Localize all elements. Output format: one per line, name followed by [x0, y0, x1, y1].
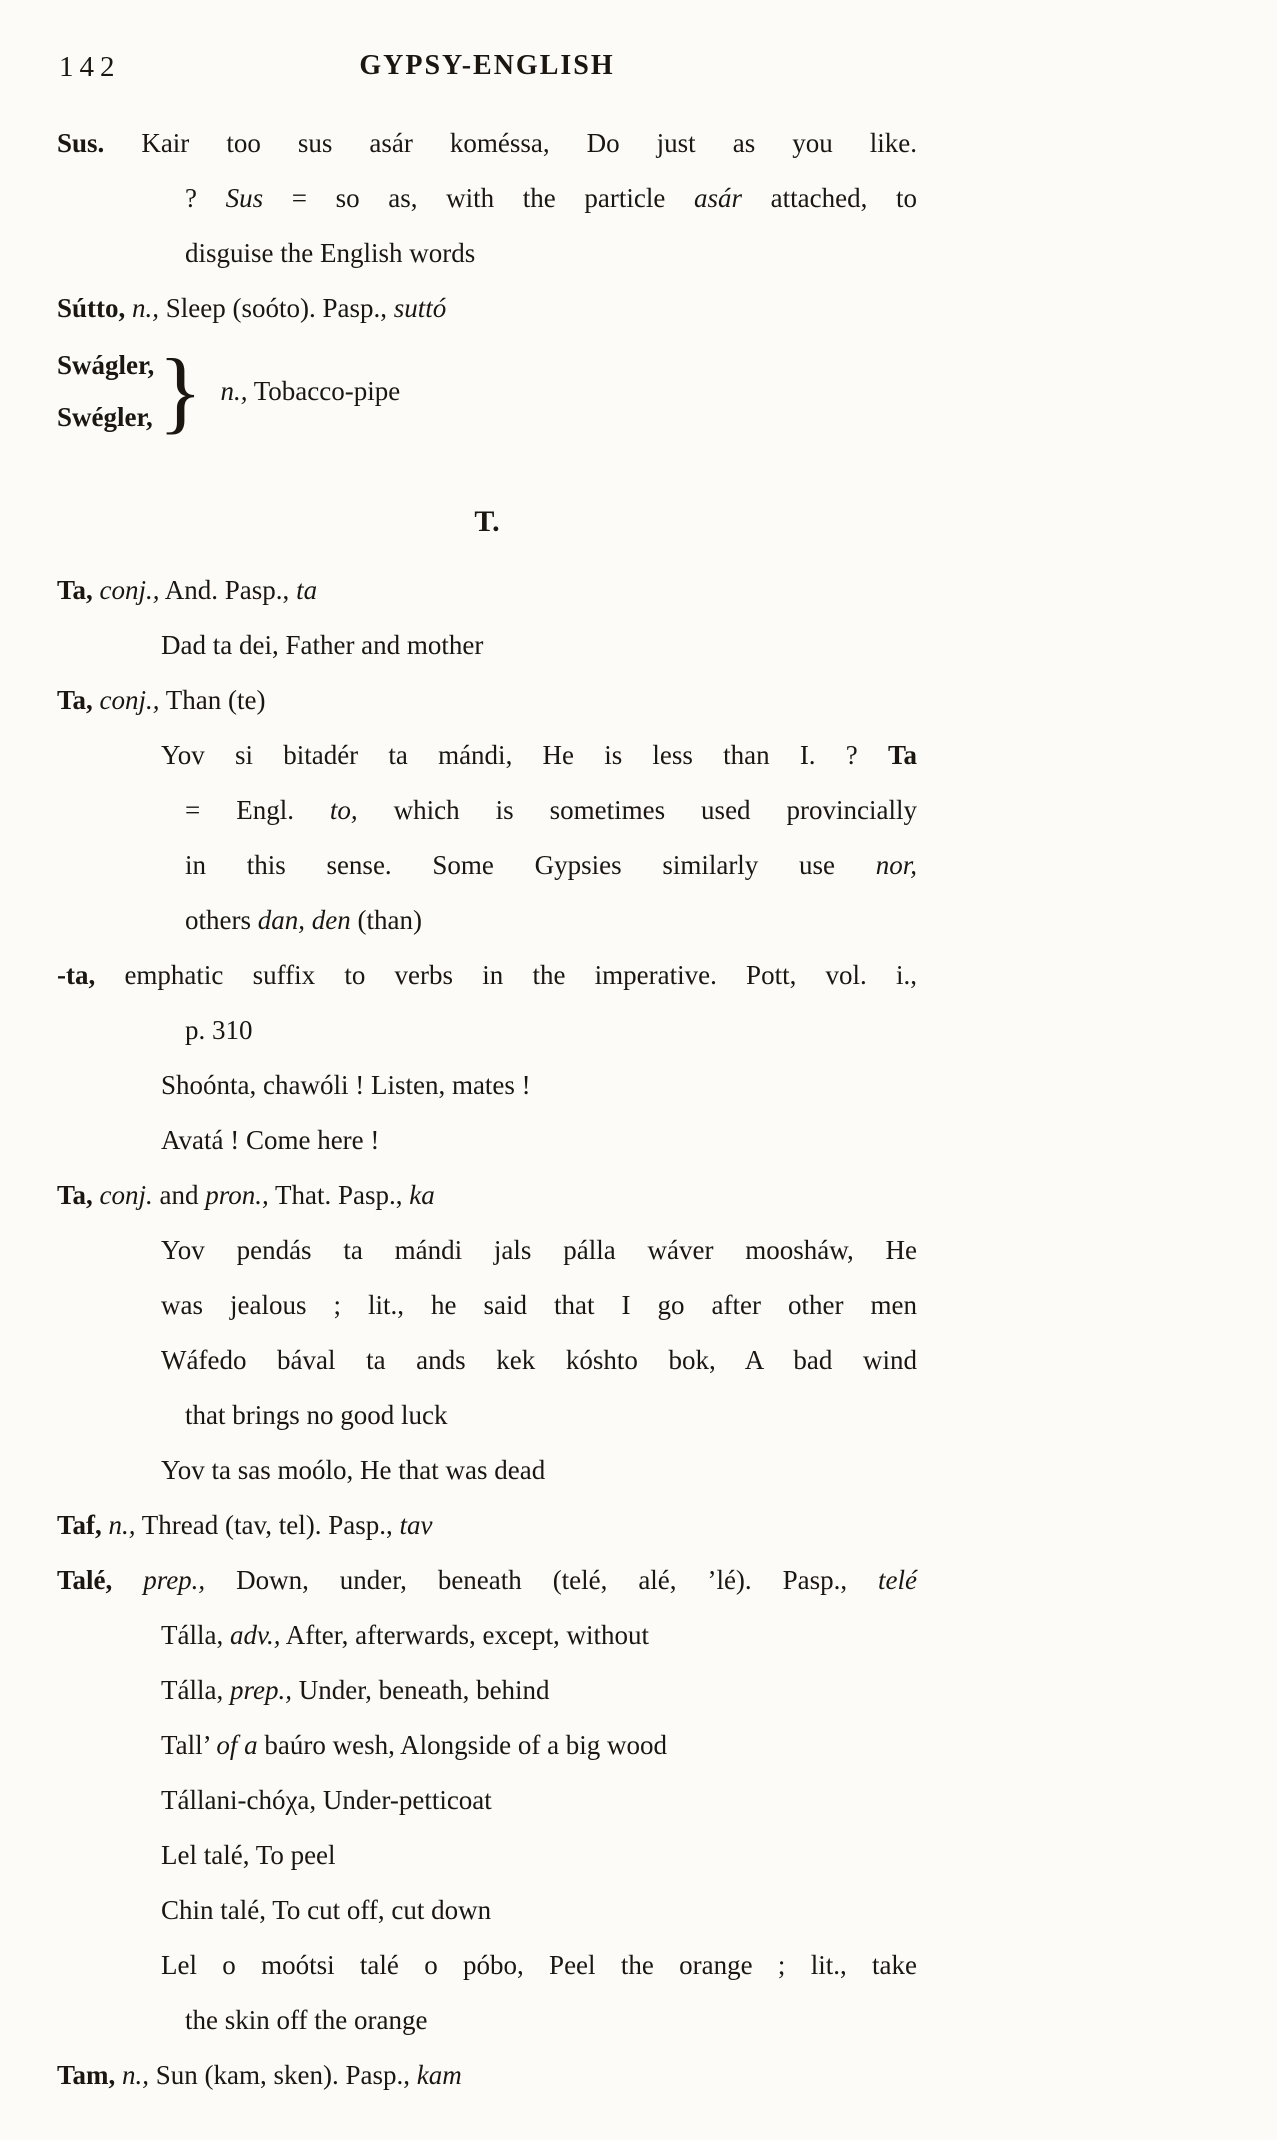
- text-segment: (than): [350, 905, 422, 935]
- text-segment: Tállani-chóχa, Under-petticoat: [161, 1785, 492, 1815]
- text-segment: Tobacco-pipe: [247, 375, 401, 406]
- text-line: [57, 1498, 917, 1553]
- brace-headwords: [57, 339, 154, 443]
- text-segment: others: [185, 905, 258, 935]
- text-line: [57, 1608, 917, 1663]
- text-line: [57, 1333, 917, 1388]
- text-segment: Tálla,: [161, 1620, 230, 1650]
- text-segment: = Engl.: [185, 795, 330, 825]
- brace-entry: [57, 336, 917, 446]
- entry-headword: Tam,: [57, 2060, 116, 2090]
- text-line: [57, 171, 917, 226]
- text-segment: Under, beneath, behind: [291, 1675, 550, 1705]
- styled-text-segment: dan, den: [257, 905, 351, 935]
- text-line: [57, 563, 917, 618]
- entry-definition: [220, 364, 400, 419]
- text-segment: [125, 293, 132, 323]
- entry-headword: Sus.: [57, 128, 105, 158]
- styled-text-segment: Ta: [887, 740, 917, 770]
- styled-text-segment: conj.: [99, 1180, 153, 1210]
- styled-text-segment: prep.,: [143, 1565, 206, 1595]
- text-segment: Thread (tav, tel). Pasp.,: [135, 1510, 400, 1540]
- text-line: [57, 1718, 917, 1773]
- entry-headword: Swégler,: [57, 402, 153, 432]
- styled-text-segment: asár: [694, 183, 743, 213]
- text-line: [57, 1168, 917, 1223]
- styled-text-segment: kam: [416, 2060, 462, 2090]
- styled-text-segment: of a: [216, 1730, 258, 1760]
- styled-text-segment: telé: [878, 1565, 917, 1595]
- text-segment: Yov pendás ta mándi jals pálla wáver moosháw, He: [161, 1235, 917, 1265]
- text-segment: Yov ta sas moólo, He that was dead: [161, 1455, 546, 1485]
- text-segment: And. Pasp.,: [159, 575, 297, 605]
- text-line: [57, 728, 917, 783]
- text-segment: [93, 575, 100, 605]
- text-line: [57, 281, 917, 336]
- text-segment: Than (te): [159, 685, 266, 715]
- text-line: [57, 1223, 917, 1278]
- page-number: 142: [59, 51, 121, 83]
- styled-text-segment: Sus: [225, 183, 264, 213]
- text-line: [57, 783, 917, 838]
- entry-headword: Sútto,: [57, 293, 126, 323]
- text-line: [57, 1828, 917, 1883]
- text-line: [57, 673, 917, 728]
- styled-text-segment: n.,: [108, 1510, 136, 1540]
- text-line: [57, 1993, 917, 2048]
- styled-text-segment: nor,: [875, 850, 917, 880]
- text-segment: Sleep (soóto). Pasp.,: [159, 293, 394, 323]
- text-line: [57, 1388, 917, 1443]
- text-segment: that brings no good luck: [185, 1400, 448, 1430]
- text-segment: Wáfedo bával ta ands kek kóshto bok, A bad wind: [161, 1345, 917, 1375]
- running-title: GYPSY-ENGLISH: [359, 50, 615, 81]
- text-body: [57, 116, 917, 2103]
- text-line: [57, 618, 917, 673]
- text-segment: Chin talé, To cut off, cut down: [161, 1895, 492, 1925]
- text-line: [57, 2048, 917, 2103]
- text-segment: Yov si bitadér ta mándi, He is less than I. ?: [161, 740, 888, 770]
- text-line: [57, 948, 917, 1003]
- styled-text-segment: conj.,: [99, 685, 160, 715]
- text-line: [57, 1938, 917, 1993]
- text-segment: disguise the English words: [185, 238, 476, 268]
- text-segment: = so as, with the particle: [263, 183, 695, 213]
- entry-headword: Taf,: [57, 1510, 102, 1540]
- entry-headword: Ta,: [57, 575, 93, 605]
- entry-headword: Swágler,: [57, 350, 155, 380]
- text-line: [57, 1883, 917, 1938]
- text-line: [57, 1443, 917, 1498]
- page-header: [57, 46, 917, 90]
- text-segment: That. Pasp.,: [268, 1180, 410, 1210]
- text-line: [57, 116, 917, 171]
- text-segment: Shoónta, chawóli ! Listen, mates !: [161, 1070, 531, 1100]
- styled-text-segment: prep.,: [229, 1675, 292, 1705]
- text-line: [57, 1278, 917, 1333]
- styled-text-segment: n.,: [132, 293, 160, 323]
- text-segment: Dad ta dei, Father and mother: [161, 630, 484, 660]
- text-segment: Lel o moótsi talé o póbo, Peel the orange ; lit., take: [161, 1950, 917, 1980]
- styled-text-segment: pron.,: [205, 1180, 269, 1210]
- text-segment: ?: [185, 183, 226, 213]
- text-segment: attached, to: [742, 183, 917, 213]
- text-segment: [93, 1180, 100, 1210]
- styled-text-segment: tav: [399, 1510, 433, 1540]
- text-segment: [93, 685, 100, 715]
- text-segment: which is sometimes used provincially: [357, 795, 917, 825]
- entry-headword: Ta,: [57, 685, 93, 715]
- text-line: [57, 1113, 917, 1168]
- text-segment: Down, under, beneath (telé, alé, ’lé). Pasp.,: [205, 1565, 879, 1595]
- text-segment: emphatic suffix to verbs in the imperative. Pott, vol. i.,: [95, 960, 917, 990]
- text-segment: Tálla,: [161, 1675, 230, 1705]
- styled-text-segment: ta: [296, 575, 318, 605]
- entry-headword: Ta,: [57, 1180, 93, 1210]
- text-line: [57, 226, 917, 281]
- text-line: [57, 838, 917, 893]
- text-segment: in this sense. Some Gypsies similarly use: [185, 850, 876, 880]
- text-segment: baúro wesh, Alongside of a big wood: [257, 1730, 668, 1760]
- text-segment: was jealous ; lit., he said that I go after other men: [161, 1290, 917, 1320]
- text-segment: the skin off the orange: [185, 2005, 428, 2035]
- text-line: [57, 1553, 917, 1608]
- styled-text-segment: suttó: [393, 293, 447, 323]
- text-line: [57, 893, 917, 948]
- styled-text-segment: conj.,: [99, 575, 160, 605]
- entry-headword: Talé,: [57, 1565, 113, 1595]
- text-line: [57, 1003, 917, 1058]
- text-line: [57, 1058, 917, 1113]
- text-line: [57, 1773, 917, 1828]
- text-segment: p. 310: [185, 1015, 253, 1045]
- text-segment: Tall’: [161, 1730, 217, 1760]
- styled-text-segment: ka: [409, 1180, 435, 1210]
- text-segment: Avatá ! Come here !: [161, 1125, 380, 1155]
- text-segment: and: [152, 1180, 206, 1210]
- entry-headword: -ta,: [57, 960, 96, 990]
- curly-brace-glyph: }: [158, 340, 203, 442]
- section-heading: T.: [474, 505, 500, 538]
- text-segment: Kair too sus asár koméssa, Do just as you like.: [104, 128, 917, 158]
- text-segment: Lel talé, To peel: [161, 1840, 336, 1870]
- styled-text-segment: to,: [329, 795, 358, 825]
- styled-text-segment: n.,: [122, 2060, 150, 2090]
- styled-text-segment: n.,: [220, 375, 248, 406]
- text-line: [57, 1663, 917, 1718]
- text-segment: Sun (kam, sken). Pasp.,: [149, 2060, 417, 2090]
- styled-text-segment: adv.,: [229, 1620, 281, 1650]
- text-segment: After, afterwards, except, without: [280, 1620, 649, 1650]
- text-segment: [102, 1510, 109, 1540]
- text-segment: [112, 1565, 143, 1595]
